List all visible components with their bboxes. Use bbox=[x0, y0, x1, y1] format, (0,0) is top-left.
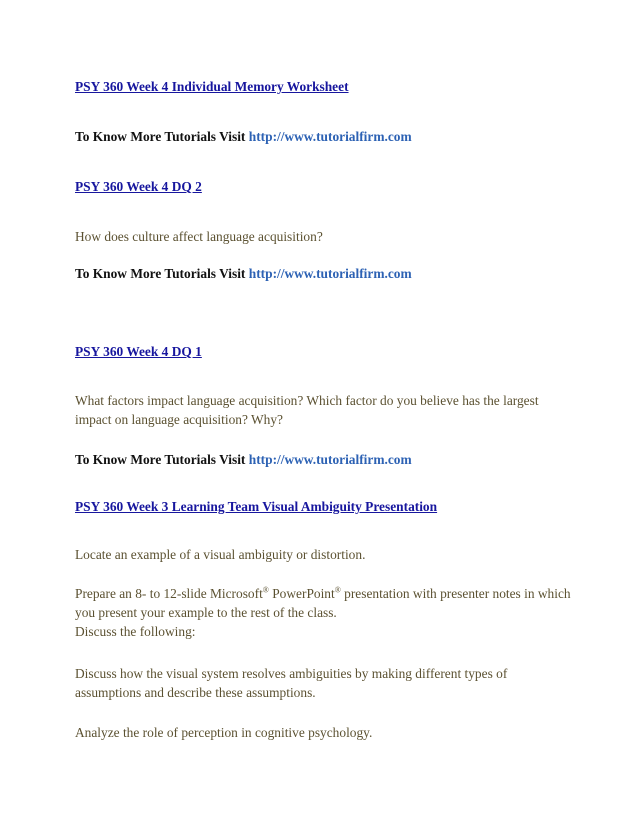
para-discuss-how: Discuss how the visual system resolves ambiguities by making different types of assumptions and describe these assumptions. bbox=[75, 666, 508, 700]
prepare-text-b: PowerPoint bbox=[268, 586, 335, 601]
visit-link-3[interactable]: http://www.tutorialfirm.com bbox=[248, 452, 412, 467]
question-dq2: How does culture affect language acquisition? bbox=[75, 229, 323, 244]
para-discuss-following: Discuss the following: bbox=[75, 624, 196, 639]
question-dq1: What factors impact language acquisition? Which factor do you believe has the largest impact on language acquisition? Why? bbox=[75, 393, 539, 427]
para-prepare bbox=[75, 584, 575, 622]
visit-line-2 bbox=[75, 264, 575, 283]
visit-prefix: To Know More Tutorials Visit bbox=[75, 452, 249, 467]
visit-link-1[interactable]: http://www.tutorialfirm.com bbox=[248, 129, 412, 144]
visit-prefix: To Know More Tutorials Visit bbox=[75, 266, 249, 281]
visit-prefix: To Know More Tutorials Visit bbox=[75, 129, 249, 144]
para-locate: Locate an example of a visual ambiguity or distortion. bbox=[75, 547, 366, 562]
heading-visual-ambiguity[interactable]: PSY 360 Week 3 Learning Team Visual Ambiguity Presentation bbox=[75, 499, 438, 514]
visit-link-2[interactable]: http://www.tutorialfirm.com bbox=[248, 266, 412, 281]
heading-memory-worksheet[interactable]: PSY 360 Week 4 Individual Memory Worksheet bbox=[75, 79, 349, 94]
heading-dq2[interactable]: PSY 360 Week 4 DQ 2 bbox=[75, 179, 202, 194]
para-analyze: Analyze the role of perception in cognitive psychology. bbox=[75, 725, 373, 740]
registered-mark: ® bbox=[334, 585, 341, 595]
visit-line-1 bbox=[75, 127, 575, 146]
heading-dq1[interactable]: PSY 360 Week 4 DQ 1 bbox=[75, 344, 202, 359]
prepare-text-c: presentation with presenter notes in which you present your example to the rest of the class. bbox=[75, 586, 571, 620]
registered-mark: ® bbox=[262, 585, 269, 595]
visit-line-3 bbox=[75, 450, 575, 469]
prepare-text-a: Prepare an 8- to 12-slide Microsoft bbox=[75, 586, 263, 601]
